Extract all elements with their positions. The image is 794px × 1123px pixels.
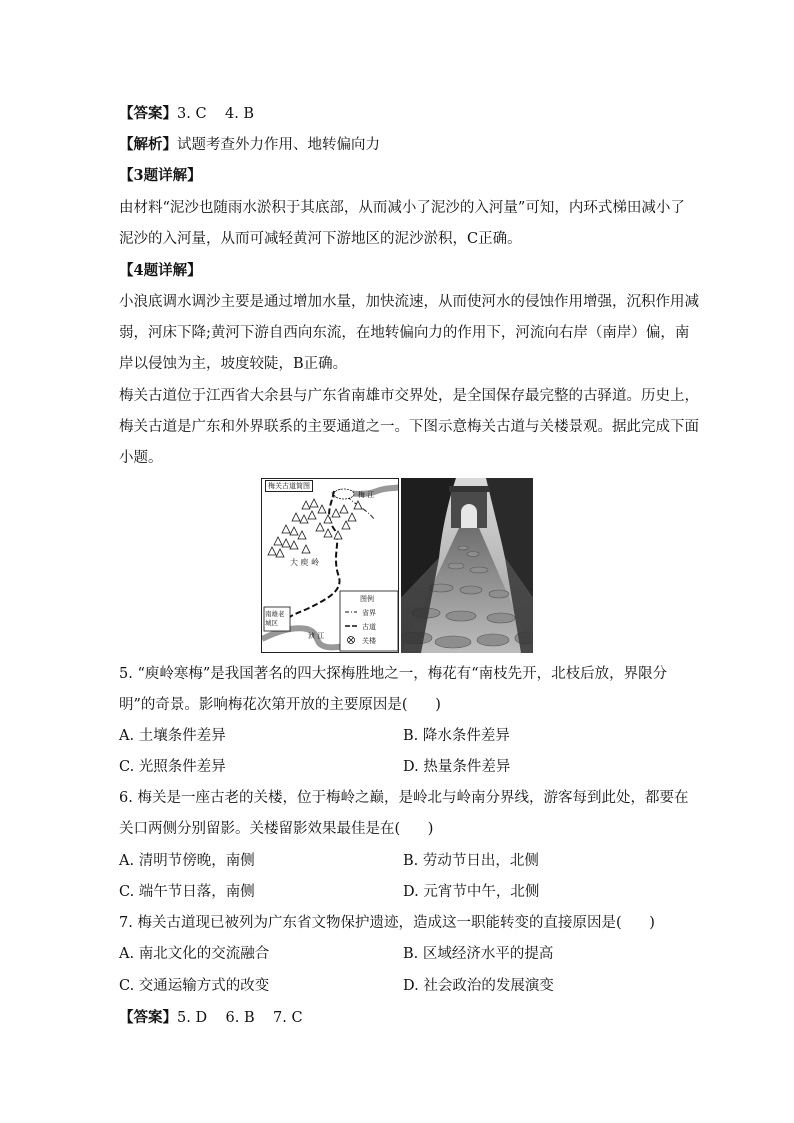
intro-line-2: 梅关古道是广东和外界联系的主要通道之一。下图示意梅关古道与关楼景观。据此完成下面 (119, 419, 699, 435)
intro-line-3: 小题。 (119, 450, 163, 466)
detail3-line-2: 泥沙的入河量，从而可减轻黄河下游地区的泥沙淤积，C正确。 (119, 231, 522, 247)
answer-text: 3. C 4. B (177, 106, 255, 122)
meiguan-photo (401, 478, 533, 653)
q6-option-d[interactable]: D. 元宵节中午，北侧 (403, 884, 540, 900)
q5-option-d[interactable]: D. 热量条件差异 (403, 759, 511, 775)
q7-option-a[interactable]: A. 南北文化的交流融合 (119, 946, 270, 962)
legend-item-gate: 关楼 (362, 637, 376, 645)
answer-label: 【答案】 (119, 105, 177, 122)
answer-line-2 (119, 1008, 303, 1028)
q6-line-1: 6. 梅关是一座古老的关楼，位于梅岭之巅，是岭北与岭南分界线，游客每到此处，都要在 (119, 790, 689, 806)
q7-option-d[interactable]: D. 社会政治的发展演变 (403, 978, 554, 994)
legend-item-road: 古道 (362, 623, 376, 631)
analysis-line (119, 135, 380, 155)
detail3-title: 【3题详解】 (119, 167, 202, 184)
intro-line-1: 梅关古道位于江西省大余县与广东省南雄市交界处，是全国保存最完整的古驿道。历史上， (119, 388, 699, 404)
label-meijiang: 梅 江 (358, 491, 375, 499)
meiguan-map (261, 478, 399, 653)
answer2-text: 5. D 6. B 7. C (177, 1010, 303, 1026)
q6-option-b[interactable]: B. 劳动节日出，北侧 (403, 853, 539, 869)
answer-line-1 (119, 104, 254, 124)
q5-line-2: 明”的奇景。影响梅花次第开放的主要原因是( ) (119, 697, 441, 713)
mountain-symbols (268, 499, 362, 557)
q5-line-1: 5. “庾岭寒梅”是我国著名的四大探梅胜地之一，梅花有“南枝先开，北枝后放，界限分 (119, 666, 668, 682)
detail4-line-1: 小浪底调水调沙主要是通过增加水量，加快流速，从而使河水的侵蚀作用增强，沉积作用减 (119, 294, 699, 310)
q6-line-2: 关口两侧分别留影。关楼留影效果最佳是在( ) (119, 821, 434, 837)
q5-option-a[interactable]: A. 土壤条件差异 (119, 728, 226, 744)
meiguan-figure (261, 478, 533, 653)
label-nanxiong: 南雄老城区 (265, 610, 285, 627)
q7-option-b[interactable]: B. 区域经济水平的提高 (403, 946, 554, 962)
q7-option-c[interactable]: C. 交通运输方式的改变 (119, 978, 270, 994)
analysis-text: 试题考查外力作用、地转偏向力 (177, 137, 380, 153)
photo-drawing (401, 478, 533, 653)
q5-option-c[interactable]: C. 光照条件差异 (119, 759, 226, 775)
detail3-line-1: 由材料“泥沙也随雨水淤积于其底部，从而减小了泥沙的入河量”可知，内环式梯田减小了 (119, 200, 685, 216)
detail4-line-3: 岸以侵蚀为主，坡度较陡，B正确。 (119, 356, 348, 372)
label-zhenjiang: 浈 江 (308, 632, 325, 640)
label-dayuling: 大 庾 岭 (290, 558, 320, 567)
map-title: 梅关古道简图 (265, 480, 313, 492)
legend-item-border: 省界 (362, 609, 376, 617)
q5-option-b[interactable]: B. 降水条件差异 (403, 728, 510, 744)
detail4-title: 【4题详解】 (119, 262, 202, 279)
detail4-line-2: 弱，河床下降;黄河下游自西向东流，在地转偏向力的作用下，河流向右岸（南岸）偏，南 (119, 325, 690, 341)
q6-option-c[interactable]: C. 端午节日落，南侧 (119, 884, 255, 900)
q6-option-a[interactable]: A. 清明节傍晚，南侧 (119, 853, 255, 869)
answer2-label: 【答案】 (119, 1009, 177, 1026)
q7-line-1: 7. 梅关古道现已被列为广东省文物保护遗迹，造成这一职能转变的直接原因是( ) (119, 915, 655, 931)
analysis-label: 【解析】 (119, 136, 177, 153)
legend-title: 图例 (360, 595, 374, 603)
